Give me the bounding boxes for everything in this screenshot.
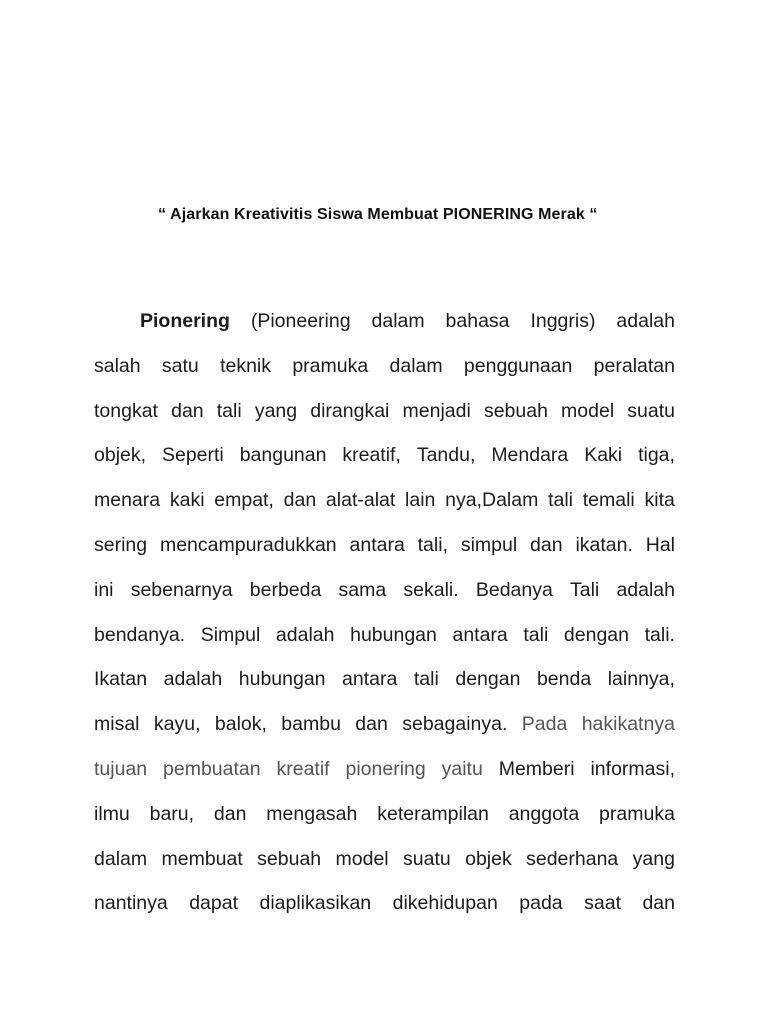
paragraph-word: simpul <box>460 534 518 556</box>
paragraph-line <box>94 709 675 739</box>
paragraph-word: (Pioneering <box>250 310 351 332</box>
paragraph-word: kreatif, <box>342 444 401 467</box>
paragraph-word: antara <box>342 668 398 691</box>
paragraph-word: informasi, <box>590 758 675 780</box>
paragraph-line <box>94 530 675 560</box>
paragraph-word: adalah <box>616 578 675 601</box>
paragraph-word: objek, <box>94 444 147 467</box>
paragraph-word: dengan <box>563 623 629 646</box>
paragraph-word: benda <box>536 668 592 691</box>
paragraph-word: misal <box>94 713 140 736</box>
paragraph-word: tujuan <box>94 758 148 780</box>
paragraph-word: ini <box>94 578 114 601</box>
paragraph-word: dan <box>171 399 204 422</box>
paragraph-word: tongkat <box>94 399 158 422</box>
paragraph-word: sama <box>338 578 387 601</box>
paragraph-word: mengasah <box>266 802 358 825</box>
paragraph-word: Simpul <box>200 623 261 646</box>
paragraph-word: tiga, <box>638 444 675 467</box>
paragraph-word: kita <box>644 489 675 512</box>
paragraph-word: dan <box>213 802 247 825</box>
paragraph-word: kaki <box>169 489 205 512</box>
paragraph-word: anggota <box>508 802 580 825</box>
paragraph-word: teknik <box>220 354 272 377</box>
paragraph-word: dalam <box>389 354 443 377</box>
paragraph-line <box>94 664 675 694</box>
paragraph-word: sebagainya. <box>402 713 508 736</box>
paragraph-word: yaitu <box>441 758 483 780</box>
paragraph-word: dikehidupan <box>392 892 498 915</box>
paragraph-word: pembuatan <box>163 758 261 780</box>
paragraph-word: sebuah <box>483 399 548 422</box>
paragraph-line <box>94 799 675 829</box>
paragraph-word: nantinya <box>94 892 168 915</box>
paragraph-word: sederhana <box>526 847 619 870</box>
paragraph-word: dengan <box>455 668 521 691</box>
paragraph-line <box>94 351 675 381</box>
paragraph-word: tali, <box>417 534 448 556</box>
paragraph-word: Hal <box>645 534 675 556</box>
paragraph-word: suatu <box>627 399 675 422</box>
paragraph-word: yang <box>632 847 675 870</box>
paragraph-word: Tali <box>570 578 600 601</box>
paragraph-word: Tandu, <box>416 444 476 467</box>
paragraph-word: bangunan <box>239 444 327 467</box>
paragraph-line <box>94 888 675 918</box>
paragraph-word: membuat <box>161 847 243 870</box>
paragraph-word: antara <box>349 534 405 556</box>
paragraph-word: Seperti <box>161 444 224 467</box>
paragraph-word: balok, <box>214 713 267 736</box>
paragraph-word: Kaki <box>584 444 623 467</box>
paragraph-word: lain <box>405 489 436 512</box>
paragraph-word: Mendara <box>491 444 569 467</box>
paragraph-word: menara <box>94 489 161 512</box>
paragraph-word: saat <box>584 892 621 915</box>
paragraph-word: sekali. <box>403 578 459 601</box>
paragraph-line <box>94 620 675 650</box>
paragraph-line <box>94 485 675 515</box>
paragraph-word: tali <box>548 489 574 512</box>
paragraph-word: dan <box>283 489 317 512</box>
paragraph-word: satu <box>161 354 199 377</box>
paragraph-word: objek <box>465 847 512 870</box>
paragraph-word: baru, <box>149 802 195 825</box>
paragraph-word: pada <box>519 892 563 915</box>
paragraph-word: salah <box>94 354 141 377</box>
paragraph-word: hakikatnya <box>581 713 675 736</box>
paragraph-line <box>94 754 675 784</box>
paragraph-word: empat, <box>214 489 274 512</box>
paragraph-word: bambu <box>281 713 341 736</box>
paragraph-word: penggunaan <box>463 354 573 377</box>
paragraph-word: sebuah <box>257 847 322 870</box>
paragraph-line <box>94 440 675 470</box>
paragraph-word: Inggris) <box>530 310 596 332</box>
paragraph-word: tali. <box>644 623 675 646</box>
paragraph-line <box>140 306 675 336</box>
paragraph-word: antara <box>452 623 508 646</box>
paragraph-word: dan <box>355 713 388 736</box>
term-word: Pionering <box>140 310 230 332</box>
paragraph-word: lainnya, <box>607 668 675 691</box>
paragraph-word: kayu, <box>153 713 201 736</box>
paragraph-word: dirangkai <box>310 399 390 422</box>
paragraph-word: Ikatan <box>94 668 148 691</box>
paragraph-word: yang <box>254 399 298 422</box>
paragraph-word: suatu <box>403 847 451 870</box>
paragraph-line <box>94 396 675 426</box>
paragraph-word: dapat <box>189 892 239 915</box>
paragraph-word: sebenarnya <box>130 578 233 601</box>
paragraph-word: adalah <box>275 623 335 646</box>
paragraph-word: dan <box>530 534 563 556</box>
paragraph-word: menjadi <box>402 399 471 422</box>
paragraph-word: ikatan. <box>575 534 633 556</box>
paragraph-word: tali <box>413 668 439 691</box>
paragraph-word: peralatan <box>593 354 675 377</box>
paragraph-word: bendanya. <box>94 623 186 646</box>
paragraph-word: model <box>335 847 389 870</box>
paragraph-word: kreatif <box>276 758 330 780</box>
paragraph-line <box>94 844 675 874</box>
paragraph-word: bahasa <box>445 310 510 332</box>
paragraph-word: diaplikasikan <box>259 892 372 915</box>
paragraph-word: mencampuradukkan <box>159 534 337 556</box>
paragraph-word: dan <box>642 892 675 915</box>
paragraph-word: dalam <box>371 310 425 332</box>
paragraph-word: model <box>561 399 615 422</box>
paragraph-word: Bedanya <box>475 578 553 601</box>
paragraph-word: sering <box>94 534 148 556</box>
paragraph-word: ilmu <box>94 802 130 825</box>
paragraph-word: nya,Dalam <box>445 489 539 512</box>
paragraph-line <box>94 575 675 605</box>
paragraph-word: tali <box>523 623 549 646</box>
paragraph-word: adalah <box>616 310 675 332</box>
paragraph-word: keterampilan <box>377 802 489 825</box>
paragraph-word: hubungan <box>238 668 326 691</box>
paragraph-word: temali <box>582 489 635 512</box>
paragraph-word: adalah <box>163 668 223 691</box>
paragraph-word: Memberi <box>498 758 575 780</box>
paragraph-word: berbeda <box>249 578 322 601</box>
paragraph-word: Pada <box>521 713 568 736</box>
paragraph-word: hubungan <box>350 623 437 646</box>
paragraph-word: tali <box>216 399 242 422</box>
paragraph-word: pionering <box>345 758 426 780</box>
document-title: “ Ajarkan Kreativitis Siswa Membuat PIONERING Merak “ <box>158 206 598 223</box>
paragraph-word: dalam <box>94 847 148 870</box>
paragraph-word: alat-alat <box>325 489 396 512</box>
paragraph-word: pramuka <box>599 802 675 825</box>
paragraph-word: pramuka <box>292 354 369 377</box>
